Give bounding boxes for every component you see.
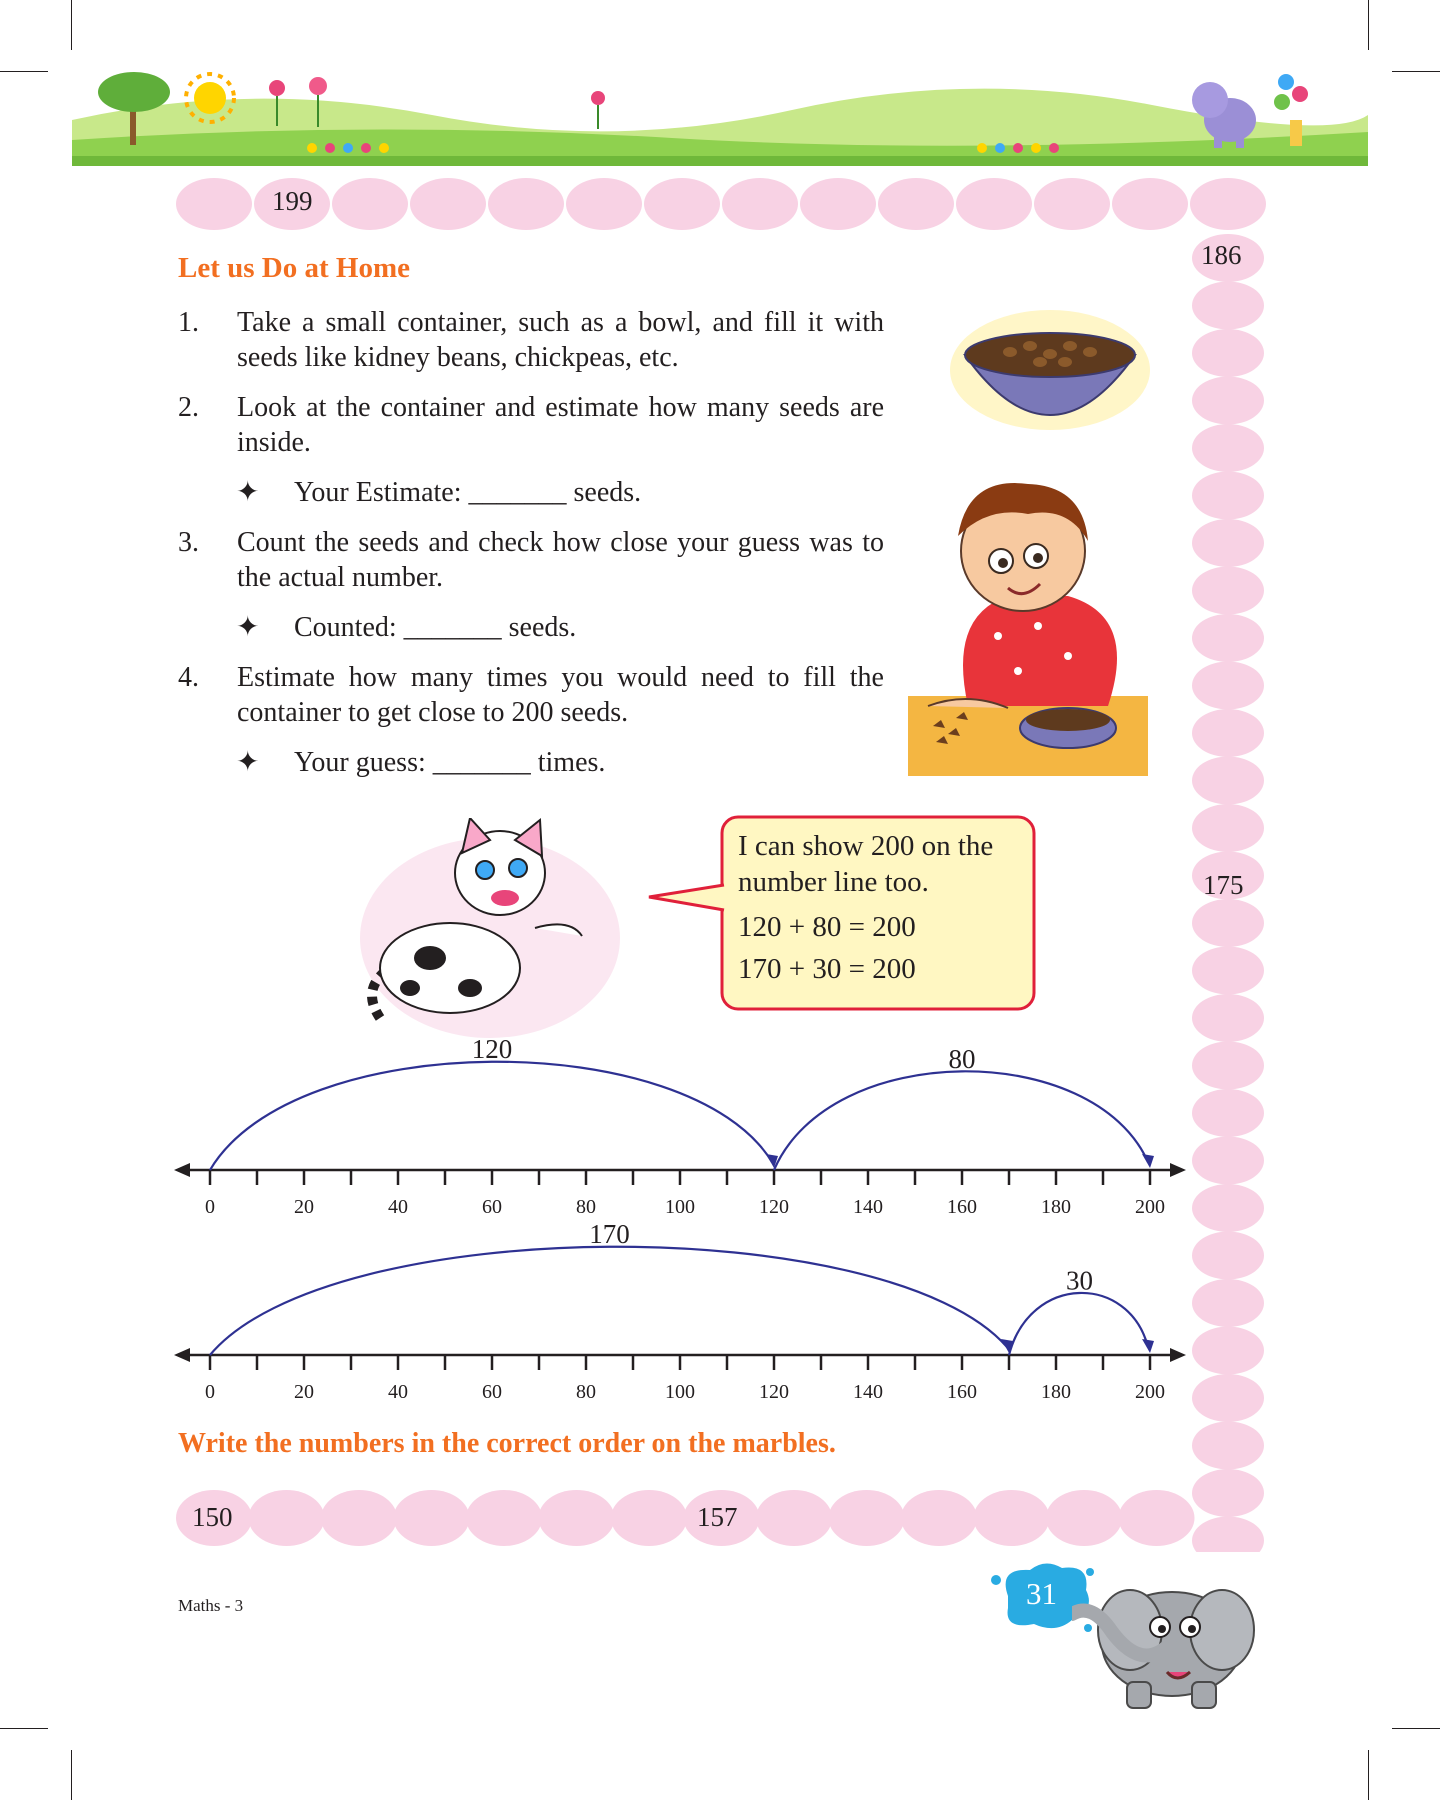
jump-label: 30 bbox=[1066, 1265, 1093, 1296]
bead bbox=[1046, 1490, 1122, 1546]
bead bbox=[249, 1490, 325, 1546]
bead bbox=[756, 1490, 832, 1546]
bead bbox=[1192, 567, 1264, 615]
jump-label: 120 bbox=[471, 1040, 513, 1065]
bead bbox=[1192, 614, 1264, 662]
guess-text: Your guess: _______ times. bbox=[294, 747, 606, 778]
item-number: 3. bbox=[178, 527, 199, 558]
bead bbox=[1034, 178, 1110, 230]
tick-label: 200 bbox=[1135, 1381, 1165, 1403]
tick-label: 160 bbox=[947, 1196, 977, 1218]
tick-label: 0 bbox=[205, 1196, 215, 1218]
top-bead-row bbox=[176, 176, 1266, 232]
tick-label: 40 bbox=[388, 1196, 408, 1218]
estimate-line bbox=[236, 475, 641, 510]
tick-label: 100 bbox=[665, 1196, 695, 1218]
tick-label: 180 bbox=[1041, 1381, 1071, 1403]
number-line-2 bbox=[170, 1225, 1190, 1410]
bead bbox=[722, 178, 798, 230]
tick-label: 140 bbox=[853, 1196, 883, 1218]
item-number: 2. bbox=[178, 392, 199, 423]
item-text: Count the seeds and check how close your guess was to the actual number. bbox=[237, 527, 884, 593]
star-bullet-icon: ✦ bbox=[236, 612, 260, 643]
bead bbox=[1192, 1279, 1264, 1327]
bead bbox=[488, 178, 564, 230]
bead bbox=[1192, 424, 1264, 472]
axis-arrow-left-icon bbox=[174, 1163, 190, 1177]
jump-arc bbox=[1009, 1293, 1148, 1355]
speech-bubble bbox=[738, 828, 1030, 990]
bead bbox=[974, 1490, 1050, 1546]
item-number: 1. bbox=[178, 307, 199, 338]
estimate-text: Your Estimate: _______ seeds. bbox=[294, 477, 642, 508]
activity-item-2 bbox=[178, 390, 884, 460]
tick-label: 0 bbox=[205, 1381, 215, 1403]
star-bullet-icon: ✦ bbox=[236, 477, 260, 508]
bead bbox=[1192, 1232, 1264, 1280]
bead bbox=[1119, 1490, 1195, 1546]
activity-item-3 bbox=[178, 525, 884, 595]
jump-arc bbox=[210, 1247, 1007, 1355]
counted-line bbox=[236, 610, 576, 645]
item-text: Take a small container, such as a bowl, and fill it with seeds like kidney beans, chickpeas, etc. bbox=[237, 307, 884, 373]
crop-mark bbox=[1392, 71, 1440, 72]
axis-arrow-left-icon bbox=[174, 1348, 190, 1362]
jump-arc bbox=[210, 1062, 772, 1170]
bead bbox=[1192, 947, 1264, 995]
bead bbox=[901, 1490, 977, 1546]
tick-label: 180 bbox=[1041, 1196, 1071, 1218]
bead bbox=[1192, 1184, 1264, 1232]
bead bbox=[1192, 662, 1264, 710]
side-bead-number-middle: 175 bbox=[1203, 870, 1244, 900]
bead bbox=[1192, 1137, 1264, 1185]
counted-text: Counted: _______ seeds. bbox=[294, 612, 577, 643]
bead bbox=[1192, 757, 1264, 805]
bead bbox=[1192, 1042, 1264, 1090]
bead bbox=[956, 178, 1032, 230]
jump-arrowhead-icon bbox=[1142, 1339, 1154, 1353]
bead bbox=[829, 1490, 905, 1546]
bead bbox=[1192, 1327, 1264, 1375]
crop-mark bbox=[1392, 1728, 1440, 1729]
bead bbox=[644, 178, 720, 230]
bead bbox=[878, 178, 954, 230]
bead bbox=[800, 178, 876, 230]
bubble-line-1: I can show 200 on the number line too. bbox=[738, 830, 994, 898]
bead bbox=[1192, 1422, 1264, 1470]
star-bullet-icon: ✦ bbox=[236, 747, 260, 778]
bead bbox=[1192, 519, 1264, 567]
bead bbox=[176, 178, 252, 230]
activity-item-1 bbox=[178, 305, 884, 375]
bead bbox=[1192, 709, 1264, 757]
bead bbox=[332, 178, 408, 230]
tick-label: 160 bbox=[947, 1381, 977, 1403]
crop-mark bbox=[1368, 0, 1369, 50]
item-number: 4. bbox=[178, 662, 199, 693]
tick-label: 120 bbox=[759, 1196, 789, 1218]
number-line-1 bbox=[170, 1040, 1190, 1225]
footer-book-name: Maths - 3 bbox=[178, 1596, 244, 1615]
bead bbox=[394, 1490, 470, 1546]
bead bbox=[1192, 282, 1264, 330]
bead bbox=[1192, 899, 1264, 947]
tick-label: 140 bbox=[853, 1381, 883, 1403]
elephant-illustration bbox=[1072, 1572, 1257, 1712]
side-bead-number-top: 186 bbox=[1201, 240, 1242, 270]
guess-line bbox=[236, 745, 605, 780]
tick-label: 60 bbox=[482, 1381, 502, 1403]
bead bbox=[611, 1490, 687, 1546]
marble-second-number: 157 bbox=[697, 1502, 738, 1532]
bead bbox=[1192, 472, 1264, 520]
tick-label: 100 bbox=[665, 1381, 695, 1403]
bead bbox=[566, 178, 642, 230]
tick-label: 80 bbox=[576, 1196, 596, 1218]
bead bbox=[321, 1490, 397, 1546]
crop-mark bbox=[71, 1750, 72, 1800]
bead bbox=[1192, 1374, 1264, 1422]
cat-illustration bbox=[350, 818, 620, 1048]
activity-item-4 bbox=[178, 660, 884, 730]
tick-label: 200 bbox=[1135, 1196, 1165, 1218]
tick-label: 20 bbox=[294, 1196, 314, 1218]
meadow-banner bbox=[72, 60, 1368, 166]
tick-label: 80 bbox=[576, 1381, 596, 1403]
jump-label: 170 bbox=[589, 1225, 630, 1250]
crop-mark bbox=[0, 71, 48, 72]
bead bbox=[539, 1490, 615, 1546]
jump-arrowhead-icon bbox=[1142, 1154, 1154, 1168]
item-text: Look at the container and estimate how many seeds are inside. bbox=[237, 392, 884, 458]
bead bbox=[1192, 994, 1264, 1042]
tick-label: 60 bbox=[482, 1196, 502, 1218]
crop-mark bbox=[0, 1728, 48, 1729]
item-text: Estimate how many times you would need to fill the container to get close to 200 seeds. bbox=[237, 662, 884, 728]
bead bbox=[1190, 178, 1266, 230]
bead bbox=[1192, 377, 1264, 425]
tick-label: 40 bbox=[388, 1381, 408, 1403]
bead bbox=[1192, 329, 1264, 377]
crop-mark bbox=[71, 0, 72, 50]
axis-arrow-right-icon bbox=[1170, 1163, 1186, 1177]
activity-heading: Let us Do at Home bbox=[178, 252, 410, 284]
marbles-heading: Write the numbers in the correct order on the marbles. bbox=[178, 1428, 836, 1459]
axis-arrow-right-icon bbox=[1170, 1348, 1186, 1362]
tick-label: 20 bbox=[294, 1381, 314, 1403]
jump-arc bbox=[774, 1071, 1148, 1170]
crop-mark bbox=[1368, 1750, 1369, 1800]
bead bbox=[466, 1490, 542, 1546]
jump-label: 80 bbox=[948, 1043, 976, 1074]
bead bbox=[1112, 178, 1188, 230]
bead bbox=[410, 178, 486, 230]
page-number: 31 bbox=[1026, 1576, 1057, 1611]
tick-label: 120 bbox=[759, 1381, 789, 1403]
boy-counting-seeds-illustration bbox=[908, 466, 1148, 776]
marble-first-number: 150 bbox=[192, 1502, 233, 1532]
bubble-line-2: 120 + 80 = 200 bbox=[738, 911, 916, 943]
seed-bowl-illustration bbox=[950, 300, 1150, 450]
bead bbox=[1192, 804, 1264, 852]
bubble-line-3: 170 + 30 = 200 bbox=[738, 953, 916, 985]
top-bead-number: 199 bbox=[272, 186, 313, 216]
bead bbox=[1192, 1089, 1264, 1137]
